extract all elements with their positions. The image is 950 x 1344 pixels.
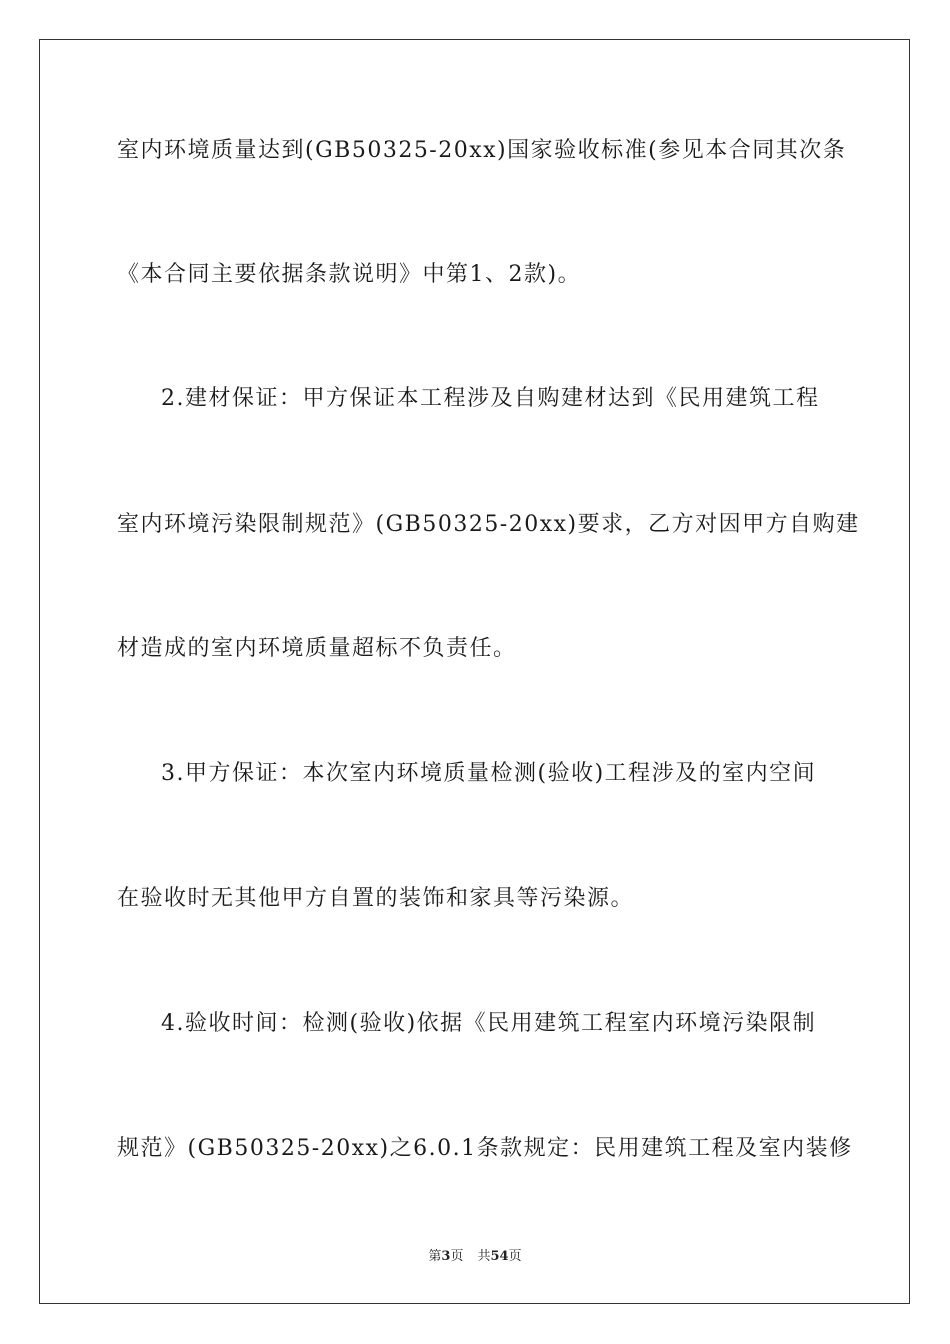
total-pages-number: 54 xyxy=(490,1249,509,1264)
total-label-prefix: 共 xyxy=(477,1249,491,1264)
total-label-suffix: 页 xyxy=(508,1249,522,1264)
page-border xyxy=(39,39,910,1304)
page-label-prefix: 第 xyxy=(428,1249,442,1264)
current-page-number: 3 xyxy=(441,1249,451,1264)
paragraph-line-8: 4.验收时间：检测(验收)依据《民用建筑工程室内环境污染限制 xyxy=(161,1011,817,1036)
paragraph-line-2: 《本合同主要依据条款说明》中第1、2款)。 xyxy=(117,262,582,287)
paragraph-line-1: 室内环境质量达到(GB50325-20xx)国家验收标准(参见本合同其次条 xyxy=(117,138,847,163)
paragraph-line-7: 在验收时无其他甲方自置的装饰和家具等污染源。 xyxy=(117,886,635,911)
paragraph-line-9: 规范》(GB50325-20xx)之6.0.1条款规定：民用建筑工程及室内装修 xyxy=(117,1136,853,1161)
paragraph-line-5: 材造成的室内环境质量超标不负责任。 xyxy=(117,636,517,661)
page-label-suffix: 页 xyxy=(450,1249,464,1264)
paragraph-line-3: 2.建材保证：甲方保证本工程涉及自购建材达到《民用建筑工程 xyxy=(161,386,820,411)
paragraph-line-6: 3.甲方保证：本次室内环境质量检测(验收)工程涉及的室内空间 xyxy=(161,761,817,786)
paragraph-line-4: 室内环境污染限制规范》(GB50325-20xx)要求，乙方对因甲方自购建 xyxy=(117,512,860,537)
page-footer xyxy=(0,1248,950,1266)
